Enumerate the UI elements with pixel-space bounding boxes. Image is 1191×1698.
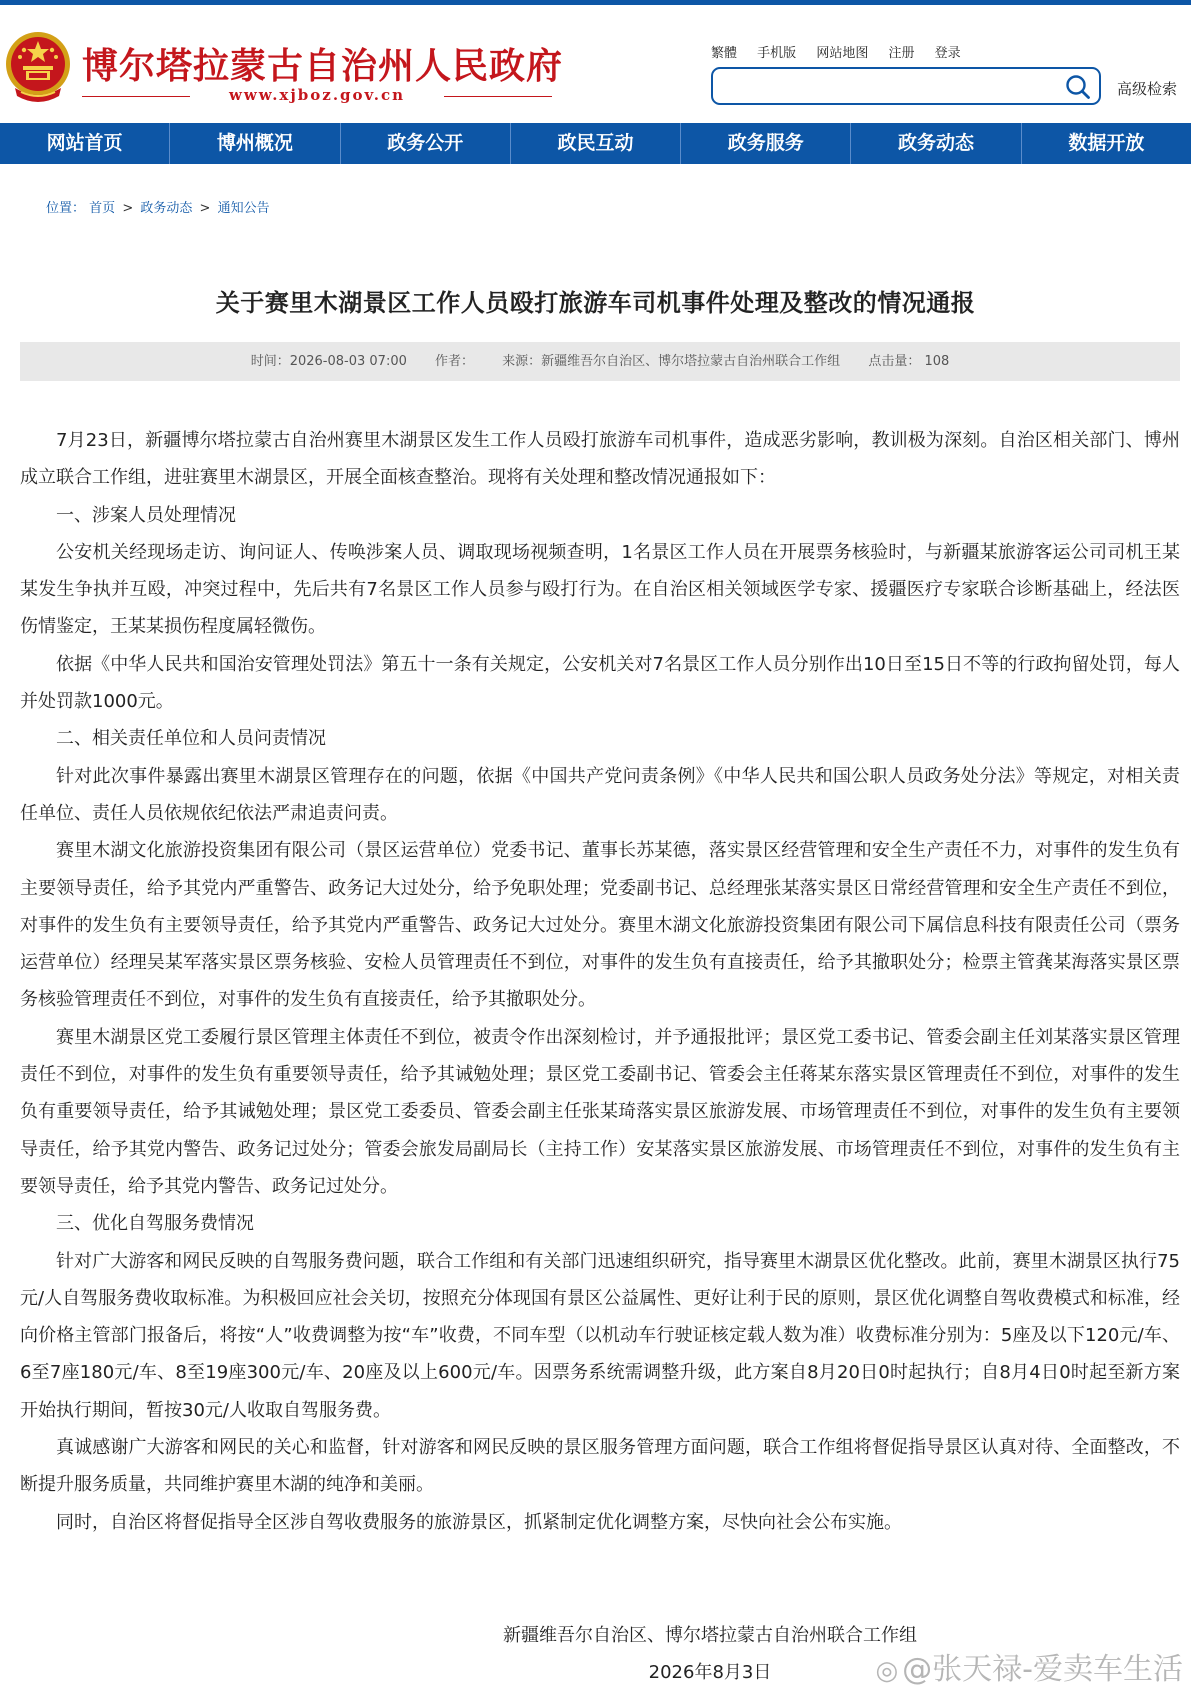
search-input[interactable] [723, 74, 1047, 100]
link-login[interactable]: 登录 [934, 46, 961, 61]
top-accent-strip [0, 0, 1191, 5]
breadcrumb-separator: > [122, 201, 134, 216]
title-rule-right [444, 96, 552, 97]
watermark [836, 1644, 1191, 1688]
search-icon[interactable] [1065, 74, 1091, 100]
article-paragraph: 赛里木湖景区党工委履行景区管理主体责任不到位，被责令作出深刻检讨，并予通报批评；景区党工委书记、管委会副主任刘某落实景区管理责任不到位，对事件的发生负有重要领导责任，给予其诫勉处理；景区党工委副书记、管委会主任蒋某东落实景区管理责任不到位，对事件的发生负有重要领导责任，给予其诫勉处理；景区党工委委员、管委会副主任张某琦落实景区旅游发展、市场管理责任不到位，对事件的发生负有主要领导责任，给予其党内警告、政务记过处分；管委会旅发局副局长（主持工作）安某落实景区旅游发展、市场管理责任不到位，对事件的发生负有主要领导责任，给予其党内警告、政务记过处分。 [20, 1026, 1180, 1197]
link-mobile-version[interactable]: 手机版 [757, 46, 797, 61]
article-paragraph: 公安机关经现场走访、询问证人、传唤涉案人员、调取现场视频查明，1名景区工作人员在开展票务核验时，与新疆某旅游客运公司司机王某某发生争执并互殴，冲突过程中，先后共有7名景区工作人员参与殴打行为。在自治区相关领域医学专家、援疆医疗专家联合诊断基础上，经法医伤情鉴定，王某某损伤程度属轻微伤。 [20, 541, 1180, 638]
site-title[interactable]: 博尔塔拉蒙古自治州人民政府 [82, 45, 564, 87]
section-heading: 二、相关责任单位和人员问责情况 [56, 728, 326, 750]
meta-author: 作者： [435, 354, 475, 369]
link-register[interactable]: 注册 [888, 46, 915, 61]
link-traditional-chinese[interactable]: 繁體 [711, 46, 738, 61]
site-url: www.xjboz.gov.cn [228, 86, 406, 104]
main-nav [0, 123, 1191, 164]
nav-item-overview[interactable]: 博州概况 [170, 123, 340, 164]
article-paragraph: 针对此次事件暴露出赛里木湖景区管理存在的问题，依据《中国共产党问责条例》《中华人民共和国公职人员政务处分法》等规定，对相关责任单位、责任人员依规依纪依法严肃追责问责。 [20, 765, 1180, 824]
watermark-text: @张天禄-爱卖车生活 [902, 1652, 1183, 1687]
article-paragraph: 针对广大游客和网民反映的自驾服务费问题，联合工作组和有关部门迅速组织研究，指导赛里木湖景区优化整改。此前，赛里木湖景区执行75元/人自驾服务费收取标准。为积极回应社会关切，按照充分体现国有景区公益属性、更好让利于民的原则，景区优化调整自驾收费模式和标准，经向价格主管部门报备后，将按“人”收费调整为按“车”收费，不同车型（以机动车行驶证核定载人数为准）收费标准分别为：5座及以下120元/车、6至7座180元/车、8至19座300元/车、20座及以上600元/车。因票务系统需调整升级，此方案自8月20日0时起执行；自8月4日0时起至新方案开始执行期间，暂按30元/人收取自驾服务费。 [20, 1250, 1180, 1421]
article-paragraph: 依据《中华人民共和国治安管理处罚法》第五十一条有关规定，公安机关对7名景区工作人员分别作出10日至15日不等的行政拘留处罚，每人并处罚款1000元。 [20, 653, 1180, 713]
signature-org: 新疆维吾尔自治区、博尔塔拉蒙古自治州联合工作组 [503, 1625, 917, 1646]
nav-item-gov-affairs-public[interactable]: 政务公开 [341, 123, 511, 164]
article-paragraph: 同时，自治区将督促指导全区涉自驾收费服务的旅游景区，抓紧制定优化调整方案，尽快向社会公布实施。 [56, 1511, 902, 1533]
site-url-row [82, 86, 552, 106]
weibo-icon: ◎ [875, 1656, 899, 1686]
article-paragraph: 赛里木湖文化旅游投资集团有限公司（景区运营单位）党委书记、董事长苏某德，落实景区经营管理和安全生产责任不力，对事件的发生负有主要领导责任，给予其党内严重警告、政务记大过处分，给予免职处理；党委副书记、总经理张某落实景区日常经营管理和安全生产责任不到位，对事件的发生负有主要领导责任，给予其党内严重警告、政务记大过处分。赛里木湖文化旅游投资集团有限公司下属信息科技有限责任公司（票务运营单位）经理吴某军落实景区票务核验、安检人员管理责任不到位，对事件的发生负有直接责任，给予其撤职处分；检票主管龚某海落实景区票务核验管理责任不到位，对事件的发生负有直接责任，给予其撤职处分。 [20, 840, 1180, 1011]
article-body [20, 422, 1180, 1541]
nav-item-services[interactable]: 政务服务 [681, 123, 851, 164]
signature-date: 2026年8月3日 [648, 1662, 772, 1683]
advanced-search-link[interactable]: 高级检索 [1117, 80, 1178, 98]
top-links [711, 42, 977, 61]
link-sitemap[interactable]: 网站地图 [816, 46, 869, 61]
section-heading: 三、优化自驾服务费情况 [56, 1213, 254, 1235]
breadcrumb-notices[interactable]: 通知公告 [217, 201, 270, 216]
breadcrumb-home[interactable]: 首页 [89, 201, 116, 216]
nav-item-open-data[interactable]: 数据开放 [1068, 132, 1145, 154]
breadcrumb [46, 197, 270, 216]
breadcrumb-prefix: 位置： [46, 201, 86, 216]
nav-item-news[interactable]: 政务动态 [851, 123, 1021, 164]
breadcrumb-separator: > [199, 201, 211, 216]
article-paragraph: 7月23日，新疆博尔塔拉蒙古自治州赛里木湖景区发生工作人员殴打旅游车司机事件，造成恶劣影响，教训极为深刻。自治区相关部门、博州成立联合工作组，进驻赛里木湖景区，开展全面核查整治。现将有关处理和整改情况通报如下： [20, 430, 1180, 489]
meta-clicks: 点击量： 108 [868, 354, 950, 369]
meta-time: 时间：2026-08-03 07:00 [250, 354, 407, 369]
article-title: 关于赛里木湖景区工作人员殴打旅游车司机事件处理及整改的情况通报 [215, 289, 976, 317]
nav-item-home[interactable]: 网站首页 [0, 123, 170, 164]
national-emblem-icon[interactable] [3, 30, 73, 106]
nav-item-interaction[interactable]: 政民互动 [511, 123, 681, 164]
search-box [711, 67, 1101, 105]
article-paragraph: 真诚感谢广大游客和网民的关心和监督，针对游客和网民反映的景区服务管理方面问题，联合工作组将督促指导景区认真对待、全面整改，不断提升服务质量，共同维护赛里木湖的纯净和美丽。 [20, 1437, 1180, 1496]
meta-source: 来源：新疆维吾尔自治区、博尔塔拉蒙古自治州联合工作组 [502, 354, 841, 369]
section-heading: 一、涉案人员处理情况 [56, 504, 236, 526]
article-meta-bar [20, 342, 1180, 381]
breadcrumb-news[interactable]: 政务动态 [140, 201, 193, 216]
